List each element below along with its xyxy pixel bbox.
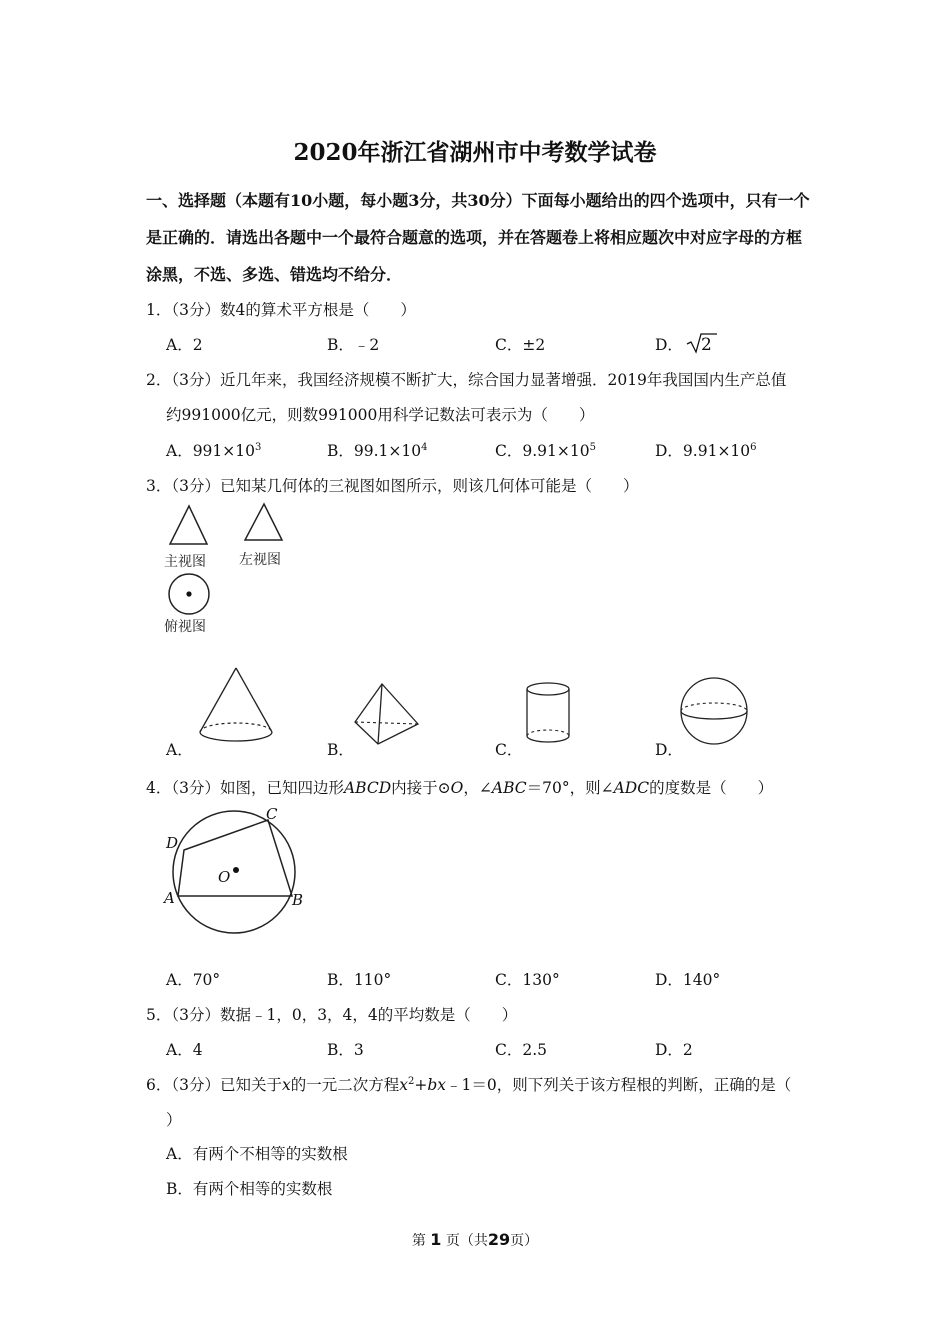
q1-option-b: B．﹣2 bbox=[327, 336, 380, 354]
cone-figure bbox=[196, 664, 286, 754]
cylinder-figure bbox=[524, 680, 584, 760]
point-d-label: D bbox=[166, 834, 179, 852]
q4-stem-part-5: 的度数是（ ） bbox=[649, 779, 774, 797]
sphere-figure bbox=[678, 676, 758, 756]
q2-option-c bbox=[495, 439, 596, 461]
question-3-stem: 3．（3分）已知某几何体的三视图如图所示，则该几何体可能是（ ） bbox=[146, 477, 639, 495]
front-view-label: 主视图 bbox=[164, 554, 206, 570]
q1-option-d-radicand: 2 bbox=[700, 335, 712, 355]
point-a-label: A bbox=[164, 889, 175, 907]
q2-option-c-base: C．9.91×10 bbox=[495, 442, 590, 460]
question-2-line-2: 约991000亿元，则数991000用科学记数法可表示为（ ） bbox=[166, 406, 595, 424]
q6-stem-part-2: 的一元二次方程 bbox=[290, 1076, 400, 1094]
q2-option-c-exp: 5 bbox=[589, 442, 596, 453]
question-4-stem bbox=[146, 776, 773, 798]
top-view-label: 俯视图 bbox=[164, 619, 206, 635]
section-heading: 一、选择题（本题有10小题，每小题3分，共30分）下面每小题给出的四个选项中，只有一个是正确的．请选出各题中一个最符合题意的选项，并在答题卷上将相应题次中对应字母的方框涂黑，不选、多选、错选均不给分． bbox=[146, 191, 810, 284]
footer-post: 页） bbox=[510, 1233, 539, 1249]
q4-option-c: C．130° bbox=[495, 971, 560, 989]
sqrt-sign bbox=[687, 332, 717, 354]
q6-eq-x: x bbox=[399, 1076, 408, 1094]
footer-total-pages: 29 bbox=[487, 1230, 511, 1249]
q5-option-b: B．3 bbox=[327, 1041, 364, 1059]
q6-eq-rest: +bx bbox=[414, 1076, 447, 1094]
point-b-label: B bbox=[292, 891, 304, 909]
q6-eq-exp: 2 bbox=[408, 1076, 415, 1087]
q6-stem-part-1: 6．（3分）已知关于 bbox=[146, 1076, 282, 1094]
q4-option-a: A．70° bbox=[166, 971, 221, 989]
q1-option-d bbox=[655, 333, 712, 355]
q1-option-d-prefix: D． bbox=[655, 336, 683, 354]
left-view-label: 左视图 bbox=[239, 552, 281, 568]
footer-page-number: 1 bbox=[430, 1230, 442, 1249]
q3-option-b: B． bbox=[327, 741, 354, 759]
question-6-stem bbox=[146, 1073, 791, 1095]
q5-option-a: A．4 bbox=[166, 1041, 203, 1059]
q2-option-b bbox=[327, 439, 428, 461]
footer-pre: 第 bbox=[411, 1233, 426, 1249]
point-c-label: C bbox=[266, 805, 278, 823]
q1-option-a: A．2 bbox=[166, 336, 203, 354]
sqrt-icon bbox=[687, 335, 712, 355]
q5-option-d: D．2 bbox=[655, 1041, 693, 1059]
q2-option-a-base: A．991×10 bbox=[166, 442, 255, 460]
q4-stem-part-4: ＝70°，则∠ bbox=[526, 779, 614, 797]
q3-option-d: D． bbox=[655, 741, 683, 759]
q6-option-a: A．有两个不相等的实数根 bbox=[166, 1145, 348, 1163]
question-1-stem: 1．（3分）数4的算术平方根是（ ） bbox=[146, 301, 416, 319]
q6-variable: x bbox=[281, 1076, 291, 1094]
q4-quad-name: ABCD bbox=[343, 779, 392, 797]
q5-option-c: C．2.5 bbox=[495, 1041, 548, 1059]
front-view-figure bbox=[160, 502, 220, 552]
q2-option-b-exp: 4 bbox=[421, 442, 428, 453]
q2-option-d-exp: 6 bbox=[750, 442, 757, 453]
q4-angle-adc: ADC bbox=[613, 779, 650, 797]
q3-option-a: A． bbox=[166, 741, 193, 759]
q2-option-a bbox=[166, 439, 261, 461]
q4-angle-abc: ABC bbox=[491, 779, 527, 797]
question-5-stem: 5．（3分）数据﹣1，0，3，4，4的平均数是（ ） bbox=[146, 1006, 518, 1024]
q4-stem-part-2: 内接于⊙ bbox=[391, 779, 451, 797]
question-6-line-2: ） bbox=[166, 1111, 182, 1129]
q4-stem-part-1: 4．（3分）如图，已知四边形 bbox=[146, 779, 344, 797]
q4-circle-name: O bbox=[450, 779, 464, 797]
q1-option-c: C．±2 bbox=[495, 336, 546, 354]
q6-stem-part-3: ﹣1＝0，则下列关于该方程根的判断，正确的是（ bbox=[446, 1076, 792, 1094]
q6-option-b: B．有两个相等的实数根 bbox=[166, 1180, 333, 1198]
q4-option-b: B．110° bbox=[327, 971, 392, 989]
q2-option-a-exp: 3 bbox=[255, 442, 262, 453]
q3-option-c: C． bbox=[495, 741, 523, 759]
page-title: 2020年浙江省湖州市中考数学试卷 bbox=[293, 139, 657, 166]
footer-mid: 页（共 bbox=[445, 1233, 488, 1249]
top-view-figure bbox=[160, 570, 220, 620]
inscribed-quadrilateral-figure bbox=[160, 800, 320, 940]
page-footer bbox=[0, 1230, 950, 1250]
q2-option-d-base: D．9.91×10 bbox=[655, 442, 751, 460]
point-o-label: O bbox=[218, 868, 231, 886]
q2-option-d bbox=[655, 439, 757, 461]
pyramid-figure bbox=[350, 680, 430, 760]
q4-stem-part-3: ，∠ bbox=[463, 779, 492, 797]
q2-option-b-base: B．99.1×10 bbox=[327, 442, 422, 460]
q4-option-d: D．140° bbox=[655, 971, 721, 989]
left-view-figure bbox=[236, 500, 296, 550]
question-2-line-1: 2．（3分）近几年来，我国经济规模不断扩大，综合国力显著增强．2019年我国国内生产总值 bbox=[146, 371, 787, 389]
